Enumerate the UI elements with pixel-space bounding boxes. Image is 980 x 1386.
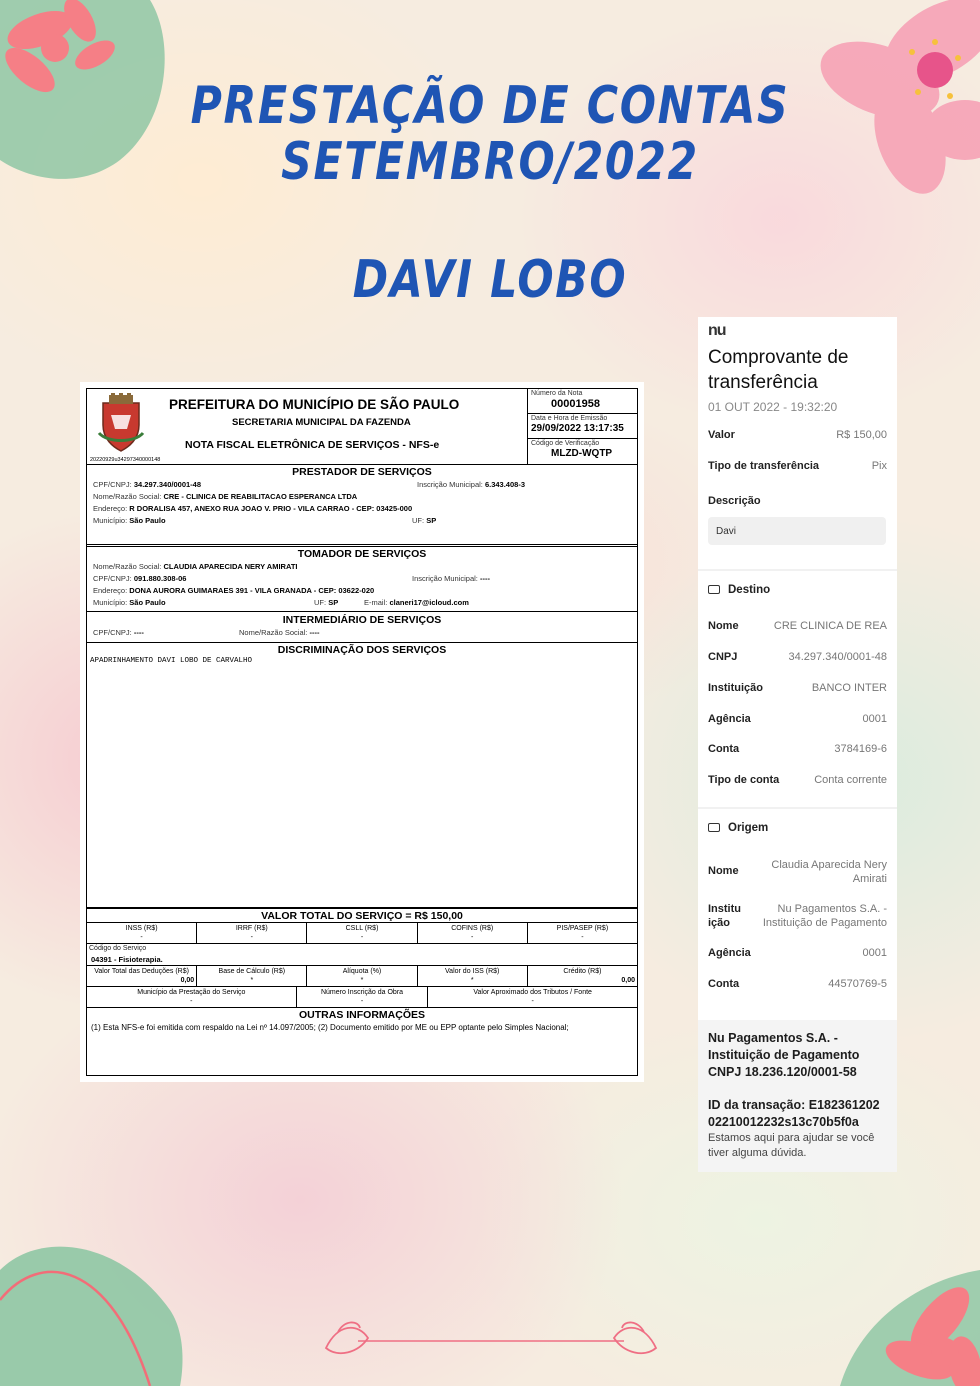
origem-conta-label: Conta	[708, 978, 740, 990]
destino-cnpj: 34.297.340/0001-48	[788, 651, 887, 663]
transfer-out-icon	[708, 585, 720, 594]
nubank-logo: nu	[708, 322, 726, 339]
data-emissao-label: Data e Hora de Emissão	[531, 415, 608, 422]
prestador-cpf-label: CPF/CNPJ:	[93, 480, 132, 489]
prestador-section	[87, 465, 637, 545]
origem-inst-label: Institu ição	[708, 903, 741, 929]
tomador-mun: São Paulo	[129, 598, 166, 607]
nfse-doc-title: NOTA FISCAL ELETRÔNICA DE SERVIÇOS - NFS-e	[185, 439, 440, 451]
codigo-servico-row	[87, 944, 637, 966]
tipo-transferencia-label: Tipo de transferência	[708, 460, 820, 472]
bottom-left-leaf-decoration	[0, 1230, 190, 1386]
title-line-1: PRESTAÇÃO DE CONTAS	[190, 76, 790, 136]
intermediario-cpf-label: CPF/CNPJ:	[93, 628, 132, 637]
bottom-right-flower-decoration	[800, 1170, 980, 1386]
intermediario-nome: ----	[309, 628, 320, 637]
origem-nome: Claudia Aparecida Nery Amirati	[771, 859, 887, 885]
numero-value: 00001958	[551, 398, 600, 410]
prestador-cpf: 34.297.340/0001-48	[133, 480, 202, 489]
tomador-im: ----	[479, 574, 490, 583]
destino-agencia: 0001	[862, 713, 887, 725]
title-line-2: SETEMBRO/2022	[281, 132, 699, 192]
child-name: DAVI LOBO	[352, 250, 628, 310]
tax-irrf: IRRF (R$) -	[197, 923, 307, 943]
tipo-transferencia-value: Pix	[871, 460, 887, 472]
prestador-end: R DORALISA 457, ANEXO RUA JOAO V. PRIO - VILA CARRAO - CEP: 03425-000	[129, 504, 413, 513]
divider	[698, 807, 897, 809]
numero-label: Número da Nota	[531, 390, 583, 397]
tomador-uf: SP	[328, 598, 339, 607]
codigo-servico-label: Código do Serviço	[89, 945, 147, 952]
prestador-uf-label: UF:	[412, 516, 425, 525]
bottom-ornament	[318, 1318, 664, 1364]
intermediario-title: INTERMEDIÁRIO DE SERVIÇOS	[282, 614, 442, 626]
taxes-grid	[87, 923, 637, 944]
prestador-nome-label: Nome/Razão Social:	[93, 492, 162, 501]
receipt-datetime: 01 OUT 2022 - 19:32:20	[708, 400, 838, 414]
codigo-servico: 04391 - Fisioterapia.	[91, 955, 163, 964]
intermediario-cpf: ----	[133, 628, 144, 637]
prestador-nome: CRE - CLINICA DE REABILITACAO ESPERANCA LTDA	[163, 492, 358, 501]
valor-row	[708, 429, 887, 443]
destino-conta-label: Conta	[708, 743, 740, 755]
secretaria-title: SECRETARIA MUNICIPAL DA FAZENDA	[232, 417, 411, 428]
destino-nome-label: Nome	[708, 620, 739, 632]
destino-agencia-row	[708, 713, 887, 727]
tomador-section	[87, 546, 637, 612]
tomador-cpf: 091.880.308-06	[133, 574, 187, 583]
tomador-end: DONA AURORA GUIMARAES 391 - VILA GRANADA - CEP: 03622-020	[129, 586, 375, 595]
destino-agencia-label: Agência	[708, 713, 751, 725]
title-block	[0, 78, 980, 308]
origem-inst: Nu Pagamentos S.A. - Instituição de Pagamento	[762, 903, 887, 929]
prestador-mun: São Paulo	[129, 516, 166, 525]
destino-cnpj-row	[708, 651, 887, 665]
valor-label: Valor	[708, 429, 735, 441]
tomador-end-label: Endereço:	[93, 586, 128, 595]
company-name: Nu Pagamentos S.A. - Instituição de Pagamento CNPJ 18.236.120/0001-58	[708, 1031, 860, 1079]
tomador-nome-label: Nome/Razão Social:	[93, 562, 162, 571]
tomador-mun-label: Município:	[93, 598, 128, 607]
prestador-uf: SP	[426, 516, 437, 525]
tipo-transferencia-row	[708, 460, 887, 474]
destino-tipo-conta-row	[708, 774, 887, 788]
origem-conta-row	[708, 978, 887, 992]
tomador-email: claneri17@icloud.com	[389, 598, 469, 607]
tomador-email-label: E-mail:	[364, 598, 388, 607]
discriminacao-section	[87, 643, 637, 908]
calc-grid	[87, 966, 637, 987]
destino-section-title: Destino	[708, 584, 770, 596]
nfse-document	[80, 382, 644, 1082]
tax-inss: INSS (R$) -	[87, 923, 197, 943]
prestador-im-label: Inscrição Municipal:	[417, 480, 483, 489]
origem-nome-label: Nome	[708, 865, 739, 877]
destino-conta-row	[708, 743, 887, 757]
calc-iss: Valor do ISS (R$) *	[418, 966, 528, 986]
city-coat-of-arms-logo	[97, 393, 145, 453]
small-code: 20220929u34297340000148	[90, 457, 161, 463]
calc-aliquota: Alíquota (%) *	[307, 966, 417, 986]
nfse-header-meta	[527, 389, 637, 465]
discriminacao-text: APADRINHAMENTO DAVI LOBO DE CARVALHO	[90, 657, 253, 665]
data-emissao-value: 29/09/2022 13:17:35	[531, 423, 624, 434]
calc-base: Base de Cálculo (R$) *	[197, 966, 307, 986]
origem-inst-row	[708, 902, 887, 932]
origem-section-title: Origem	[708, 822, 768, 834]
tax-pispasep: PIS/PASEP (R$) -	[556, 925, 609, 941]
extra-obra: Número Inscrição da Obra -	[297, 987, 429, 1007]
descricao-label: Descrição	[708, 495, 761, 507]
destino-cnpj-label: CNPJ	[708, 651, 738, 663]
destino-tipo-conta: Conta corrente	[814, 774, 887, 786]
divider	[698, 569, 897, 571]
origem-agencia-row	[708, 947, 887, 961]
destino-nome-row	[708, 620, 887, 634]
receipt-title: Comprovante de transferência	[708, 347, 849, 393]
tax-csll: CSLL (R$) -	[307, 923, 417, 943]
valor-total: VALOR TOTAL DO SERVIÇO = R$ 150,00	[261, 910, 463, 922]
extra-tributos: Valor Aproximado dos Tributos / Fonte -	[473, 989, 592, 1005]
prefeitura-title: PREFEITURA DO MUNICÍPIO DE SÃO PAULO	[169, 397, 460, 412]
destino-inst-row	[708, 682, 887, 696]
origem-conta: 44570769-5	[828, 978, 887, 990]
tax-cofins: COFINS (R$) -	[418, 923, 528, 943]
codigo-verificacao-value: MLZD-WQTP	[551, 448, 613, 459]
tomador-title: TOMADOR DE SERVIÇOS	[297, 548, 427, 560]
tomador-cpf-label: CPF/CNPJ:	[93, 574, 132, 583]
prestador-mun-label: Município:	[93, 516, 128, 525]
destino-nome: CRE CLINICA DE REA	[773, 620, 887, 632]
destino-tipo-conta-label: Tipo de conta	[708, 774, 780, 786]
nubank-receipt	[698, 317, 897, 1172]
extra-municipio: Município da Prestação do Serviço -	[87, 987, 297, 1007]
transaction-id: ID da transação: E182361202 02210012232s13c70b5f0a	[708, 1098, 880, 1129]
destino-conta: 3784169-6	[834, 743, 887, 755]
outras-title: OUTRAS INFORMAÇÕES	[299, 1009, 425, 1021]
help-text: Estamos aqui para ajudar se você tiver alguma dúvida.	[708, 1132, 875, 1159]
extra-grid	[87, 987, 637, 1008]
valor-value: R$ 150,00	[836, 429, 887, 441]
origem-agencia: 0001	[862, 947, 887, 959]
prestador-title: PRESTADOR DE SERVIÇOS	[292, 466, 432, 478]
nfse-header	[87, 389, 527, 465]
transfer-in-icon	[708, 823, 720, 832]
descricao-box: Davi	[708, 517, 886, 545]
origem-agencia-label: Agência	[708, 947, 751, 959]
descricao-row	[708, 495, 887, 509]
prestador-end-label: Endereço:	[93, 504, 128, 513]
receipt-footer	[698, 1020, 897, 1172]
origem-nome-row	[708, 858, 887, 888]
destino-inst: BANCO INTER	[811, 682, 887, 694]
intermediario-nome-label: Nome/Razão Social:	[239, 628, 308, 637]
tomador-uf-label: UF:	[314, 598, 327, 607]
intermediario-section	[87, 613, 637, 643]
outras-informacoes	[87, 1008, 637, 1034]
calc-credito: Crédito (R$) 0,00	[563, 968, 636, 984]
prestador-im: 6.343.408-3	[484, 480, 525, 489]
calc-deducoes: Valor Total das Deduções (R$) 0,00	[87, 966, 197, 986]
tomador-nome: CLAUDIA APARECIDA NERY AMIRATI	[163, 562, 298, 571]
codigo-verificacao-label: Código de Verificação	[531, 440, 600, 447]
valor-total-row	[87, 908, 637, 923]
outras-text: (1) Esta NFS-e foi emitida com respaldo na Lei nº 14.097/2005; (2) Documento emitido por ME ou EPP optante pelo Simples Nacional;	[91, 1023, 569, 1032]
destino-inst-label: Instituição	[708, 682, 764, 694]
discriminacao-title: DISCRIMINAÇÃO DOS SERVIÇOS	[277, 644, 447, 656]
tomador-im-label: Inscrição Municipal:	[412, 574, 478, 583]
